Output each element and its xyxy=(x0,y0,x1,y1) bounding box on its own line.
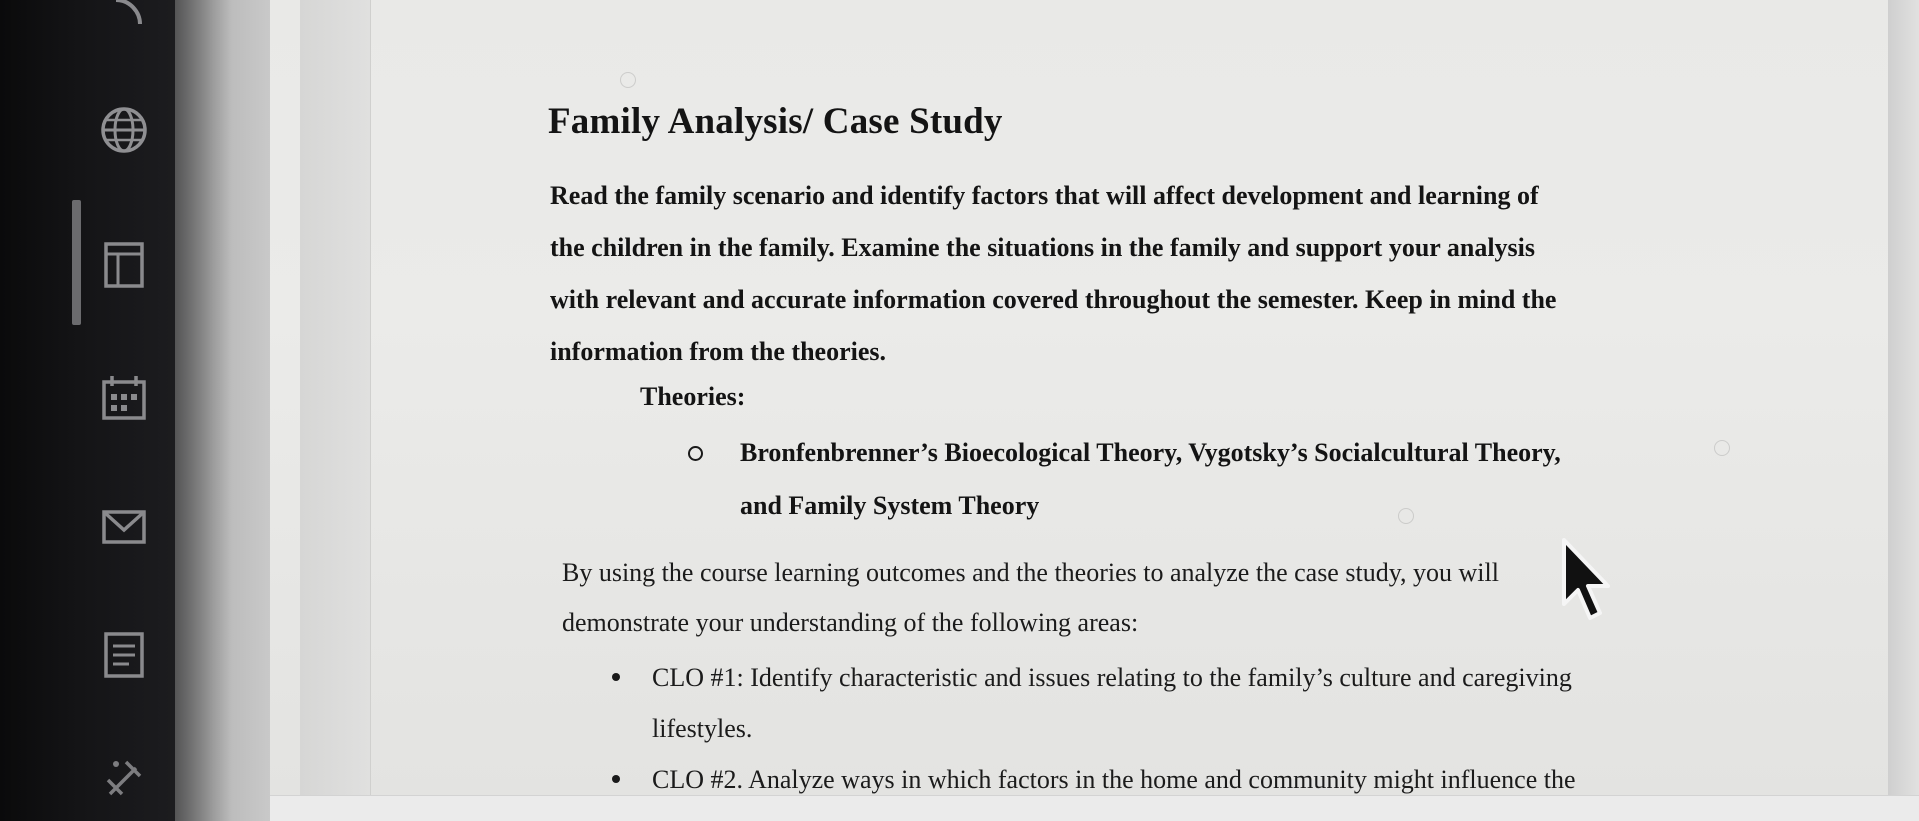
paper-speck xyxy=(1714,440,1730,456)
clo-list xyxy=(612,652,1722,805)
intro-paragraph xyxy=(550,170,1710,378)
clo-line: CLO #1: Identify characteristic and issues relating to the family’s culture and caregiving xyxy=(652,663,1572,692)
intro-line: with relevant and accurate information covered throughout the semester. Keep in mind the xyxy=(550,285,1557,314)
clo-text xyxy=(652,652,1722,754)
page-title: Family Analysis/ Case Study xyxy=(548,101,1003,142)
clo-line: lifestyles. xyxy=(652,714,753,743)
page-margin xyxy=(300,0,371,795)
mail-icon[interactable] xyxy=(96,498,152,554)
circle-bullet-icon xyxy=(688,446,703,461)
paper-speck xyxy=(620,72,636,88)
settings-icon[interactable] xyxy=(96,750,152,806)
clo-line: CLO #2. Analyze ways in which factors in the home and community might influence the xyxy=(652,765,1576,794)
theory-line: and Family System Theory xyxy=(740,491,1040,520)
intro-line: Read the family scenario and identify factors that will affect development and learning of xyxy=(550,181,1539,210)
app-sidebar xyxy=(0,0,175,821)
calendar-icon[interactable] xyxy=(96,370,152,426)
list-item xyxy=(612,754,1722,805)
outcomes-paragraph xyxy=(562,548,1722,648)
intro-line: information from the theories. xyxy=(550,337,887,366)
theory-text xyxy=(740,426,1700,532)
bullet-icon xyxy=(612,673,620,681)
list-item xyxy=(612,652,1722,754)
page-right-edge xyxy=(1888,0,1919,821)
sidebar-active-indicator xyxy=(72,200,81,325)
outcomes-line: demonstrate your understanding of the following areas: xyxy=(562,608,1139,637)
list-icon[interactable] xyxy=(96,626,152,682)
globe-icon[interactable] xyxy=(96,102,152,158)
mouse-pointer-icon xyxy=(1560,538,1616,624)
theory-line: Bronfenbrenner’s Bioecological Theory, Vygotsky’s Socialcultural Theory, xyxy=(740,438,1561,467)
intro-line: the children in the family. Examine the situations in the family and support your analysis xyxy=(550,233,1536,262)
bullet-icon xyxy=(612,775,620,783)
share-icon[interactable] xyxy=(96,0,152,48)
clo-text xyxy=(652,754,1722,805)
theories-heading: Theories: xyxy=(640,382,746,411)
window-shadow xyxy=(175,0,270,821)
layout-icon[interactable] xyxy=(96,236,152,292)
outcomes-line: By using the course learning outcomes and the theories to analyze the case study, you will xyxy=(562,558,1499,587)
